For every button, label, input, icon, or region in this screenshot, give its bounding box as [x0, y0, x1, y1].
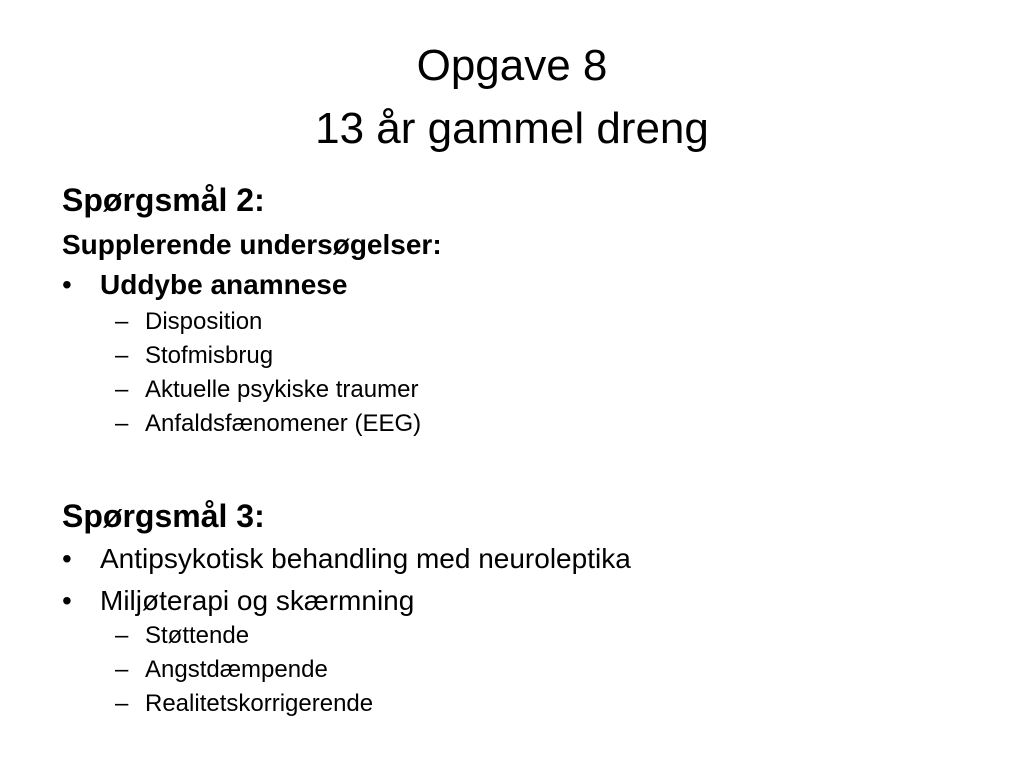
section-2-subheading: Supplerende undersøgelser: [62, 229, 442, 260]
dash-marker: – [115, 376, 129, 403]
bullet-label: Antipsykotisk behandling med neuroleptika [100, 543, 631, 574]
bullet-marker: • [62, 585, 72, 616]
sub-item-label: Angstdæmpende [145, 656, 328, 683]
section-3-heading: Spørgsmål 3: [62, 498, 265, 534]
bullet-marker: • [62, 269, 72, 300]
dash-marker: – [115, 342, 129, 369]
dash-marker: – [115, 656, 129, 683]
slide-title-line-1: Opgave 8 [416, 41, 608, 90]
sub-item-label: Anfaldsfænomener (EEG) [145, 410, 422, 437]
slide-title-line-2: 13 år gammel dreng [315, 104, 709, 153]
sub-item-label: Realitetskorrigerende [145, 690, 374, 717]
dash-marker: – [115, 308, 129, 335]
dash-marker: – [115, 622, 129, 649]
sub-item-label: Støttende [145, 622, 250, 649]
sub-item-label: Aktuelle psykiske traumer [145, 376, 419, 403]
sub-item-label: Disposition [145, 308, 263, 335]
sub-item-label: Stofmisbrug [145, 342, 274, 369]
bullet-label: Uddybe anamnese [100, 269, 348, 300]
dash-marker: – [115, 690, 129, 717]
bullet-marker: • [62, 543, 72, 574]
dash-marker: – [115, 410, 129, 437]
section-2-heading: Spørgsmål 2: [62, 182, 265, 218]
bullet-label: Miljøterapi og skærmning [100, 585, 415, 616]
